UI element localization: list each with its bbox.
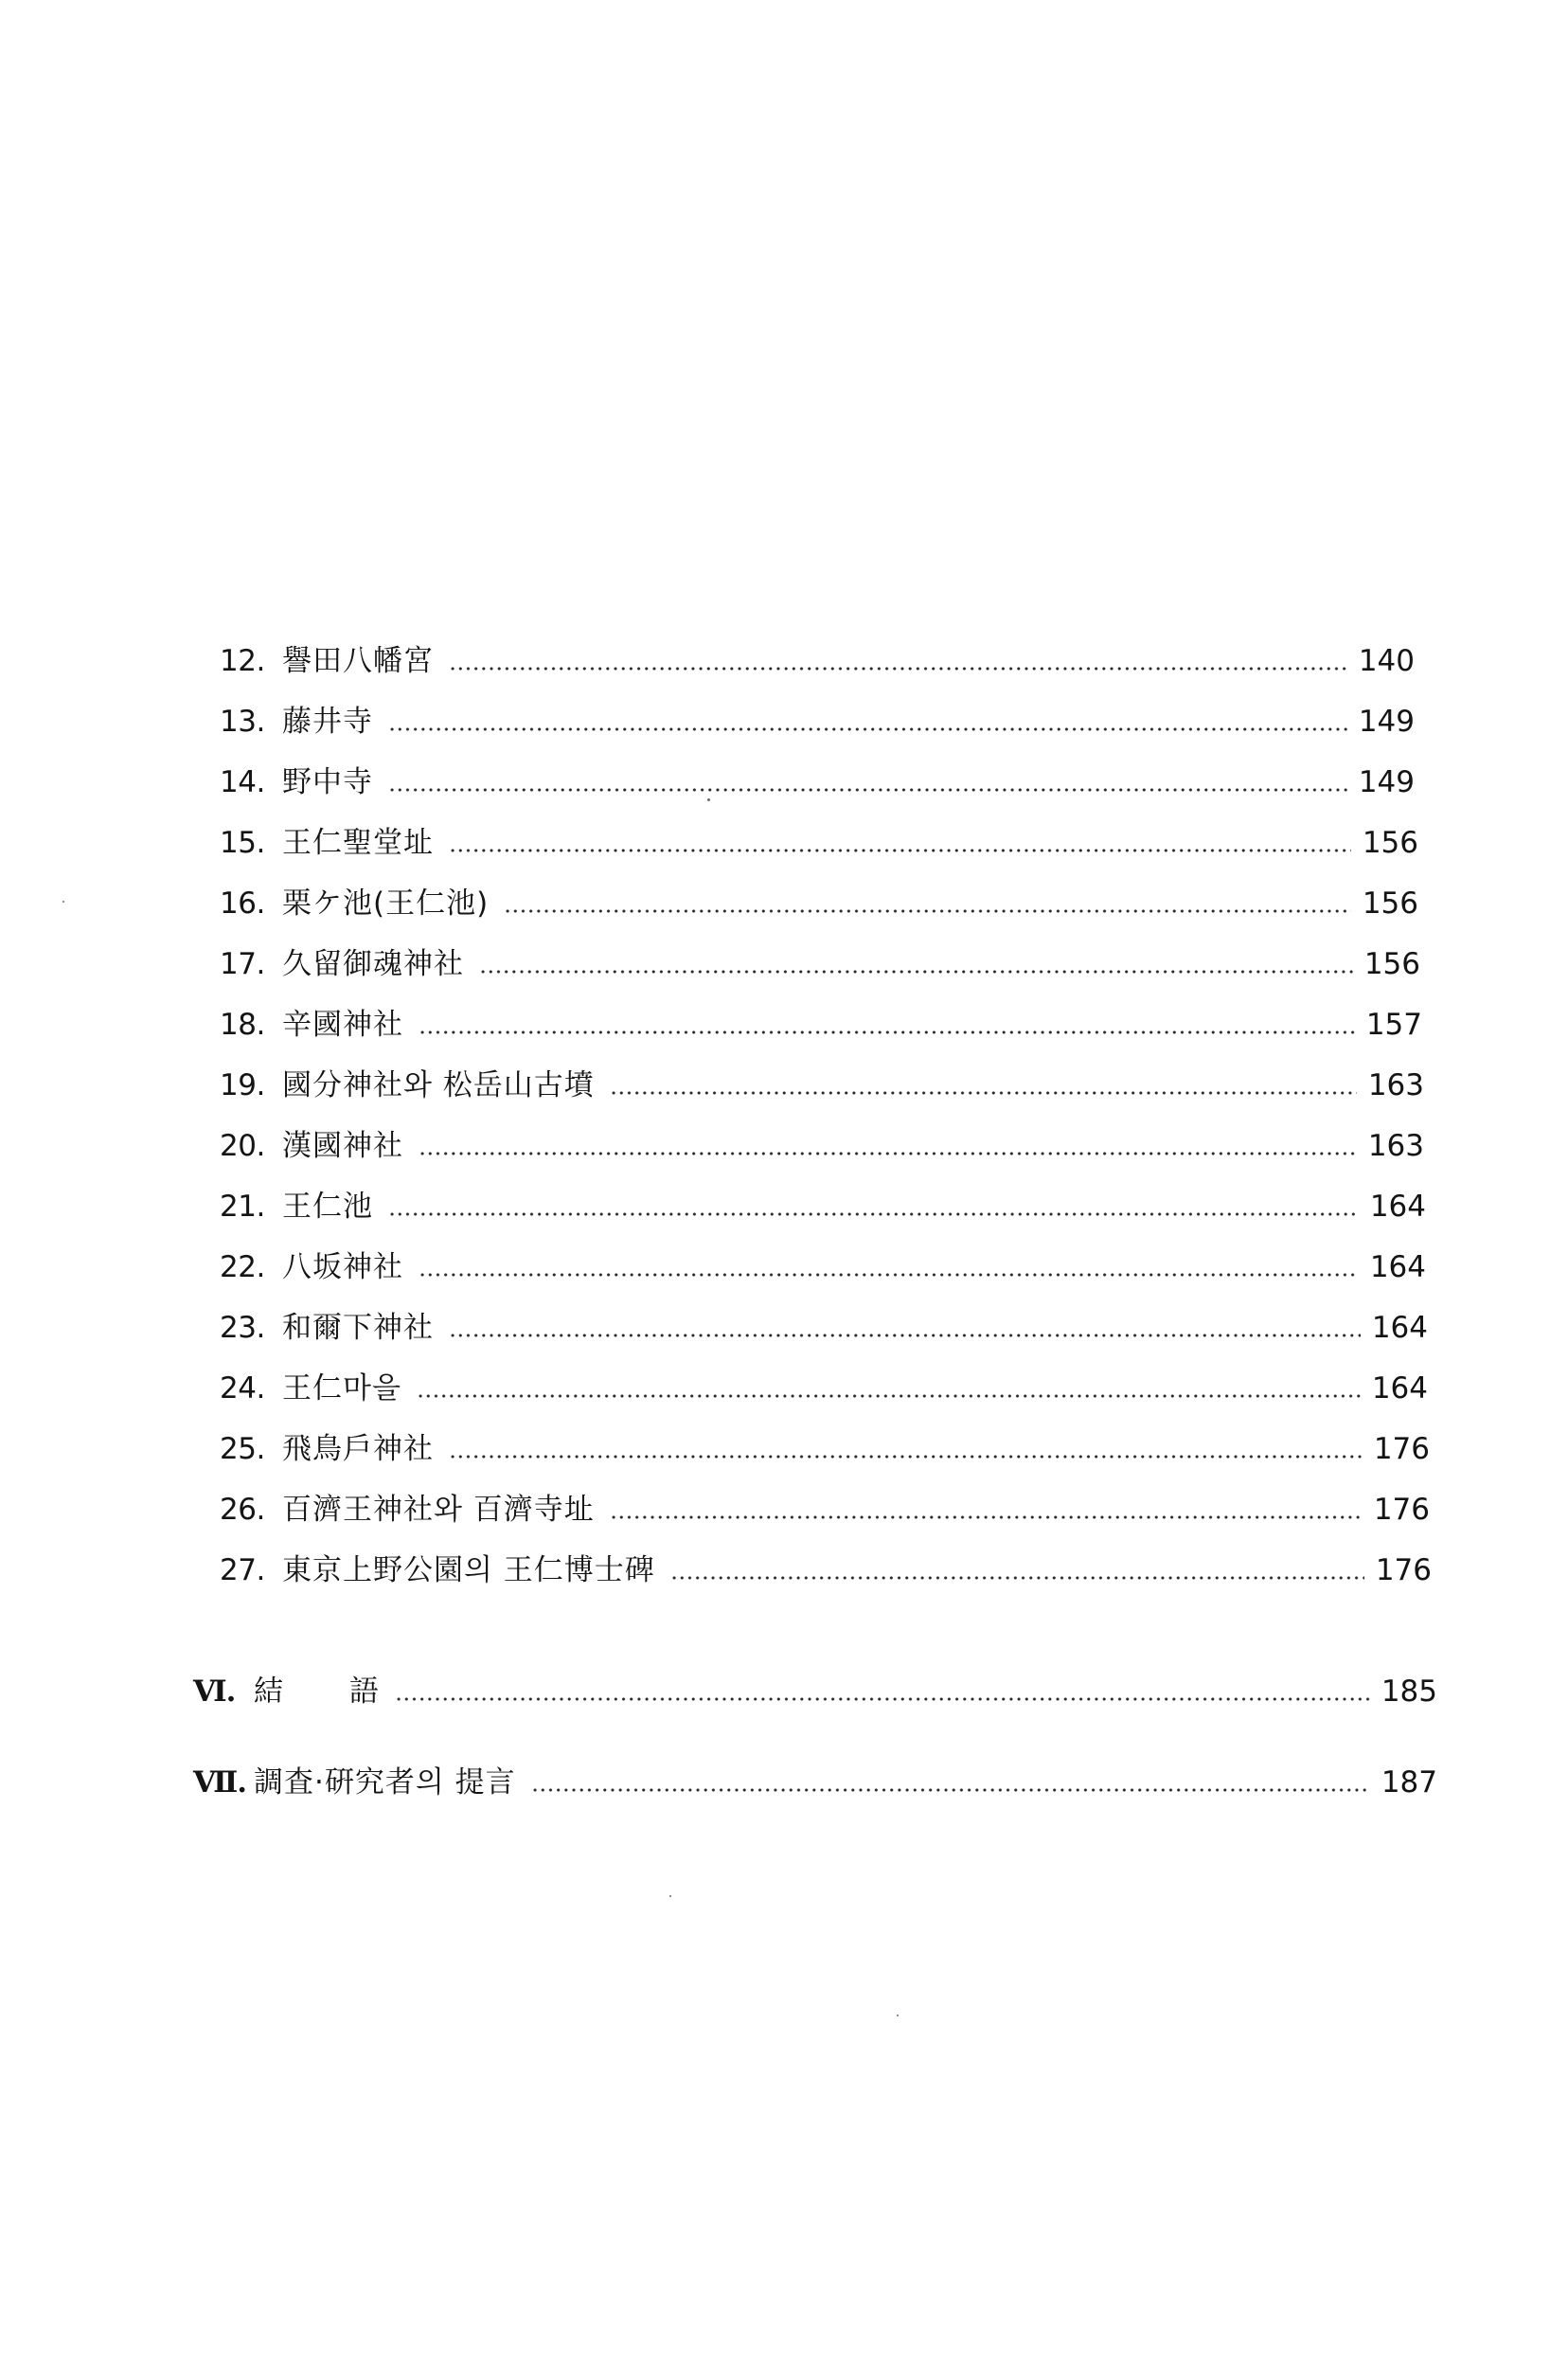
dot-leader (388, 727, 1347, 731)
dot-leader (417, 1394, 1361, 1398)
toc-entry-22 (220, 1237, 1426, 1286)
toc-entry-18 (220, 994, 1422, 1044)
entry-page-number: 176 (1373, 1432, 1430, 1466)
toc-section-6 (193, 1661, 1437, 1710)
entry-page-number: 163 (1367, 1068, 1424, 1102)
dot-leader (479, 970, 1353, 974)
toc-entry-17 (220, 934, 1420, 983)
entry-page-number: 176 (1375, 1553, 1432, 1587)
toc-entry-15 (220, 813, 1418, 862)
entry-number: 13. (220, 705, 265, 739)
entry-title: 八坂神社 (282, 1250, 403, 1284)
entry-title: 百濟王神社와 百濟寺址 (282, 1493, 595, 1527)
scan-speck (897, 2015, 899, 2016)
entry-number: 14. (220, 765, 265, 799)
entry-page-number: 156 (1362, 886, 1418, 921)
entry-title: 藤井寺 (282, 705, 373, 739)
entry-number: 25. (220, 1432, 265, 1466)
dot-leader (449, 1334, 1361, 1337)
entry-number: 16. (220, 886, 265, 921)
entry-number: 12. (220, 644, 265, 678)
section-page-number: 187 (1381, 1765, 1437, 1800)
toc-entry-14 (220, 752, 1415, 801)
entry-title: 王仁池 (282, 1190, 373, 1224)
entry-page-number: 163 (1367, 1129, 1424, 1163)
entry-page-number: 157 (1365, 1008, 1422, 1042)
entry-number: 15. (220, 826, 265, 860)
dot-leader (449, 667, 1347, 671)
toc-entry-23 (220, 1298, 1428, 1347)
entry-title: 國分神社와 松岳山古墳 (282, 1068, 595, 1102)
dot-leader (670, 1576, 1364, 1580)
dot-leader (419, 1030, 1355, 1034)
entry-number: 17. (220, 947, 265, 981)
toc-entry-26 (220, 1479, 1430, 1529)
section-page-number: 185 (1381, 1674, 1437, 1709)
dot-leader (449, 1455, 1363, 1459)
entry-title: 王仁聖堂址 (282, 826, 434, 860)
entry-title: 東京上野公園의 王仁博士碑 (282, 1553, 655, 1587)
scan-speck (669, 1895, 671, 1897)
toc-entry-13 (220, 691, 1415, 741)
entry-number: 23. (220, 1311, 265, 1345)
entry-title: 和爾下神社 (282, 1311, 434, 1345)
entry-number: 19. (220, 1068, 265, 1102)
entry-title: 王仁마을 (282, 1371, 401, 1406)
entry-title: 飛鳥戶神社 (282, 1432, 434, 1466)
toc-entry-12 (220, 631, 1415, 680)
entry-number: 21. (220, 1190, 265, 1224)
entry-page-number: 156 (1363, 947, 1420, 981)
section-title: 調査·硏究者의 提言 (254, 1765, 516, 1800)
section-title: 結 語 (254, 1674, 380, 1709)
entry-title: 栗ケ池(王仁池) (282, 886, 490, 921)
dot-leader (388, 788, 1347, 792)
toc-entry-19 (220, 1055, 1424, 1104)
toc-entry-24 (220, 1358, 1428, 1407)
entry-title: 譽田八幡宮 (282, 644, 434, 678)
entry-page-number: 149 (1358, 765, 1415, 799)
dot-leader (419, 1152, 1357, 1155)
entry-number: 20. (220, 1129, 265, 1163)
scan-speck (707, 798, 710, 801)
entry-number: 27. (220, 1553, 265, 1587)
toc-section-7 (193, 1752, 1437, 1801)
toc-entry-25 (220, 1419, 1430, 1468)
dot-leader (449, 849, 1351, 852)
entry-title: 辛國神社 (282, 1008, 403, 1042)
entry-page-number: 149 (1358, 705, 1415, 739)
toc-entry-16 (220, 873, 1418, 922)
toc-entry-27 (220, 1540, 1432, 1589)
entry-page-number: 140 (1358, 644, 1415, 678)
dot-leader (395, 1697, 1370, 1701)
dot-leader (610, 1515, 1363, 1519)
entry-page-number: 164 (1371, 1311, 1428, 1345)
dot-leader (531, 1788, 1370, 1792)
section-number: Ⅶ. (193, 1765, 247, 1800)
entry-number: 22. (220, 1250, 265, 1284)
scan-speck (62, 901, 64, 903)
entry-number: 26. (220, 1493, 265, 1527)
entry-title: 野中寺 (282, 765, 373, 799)
entry-page-number: 164 (1369, 1190, 1426, 1224)
toc-entry-21 (220, 1176, 1426, 1226)
entry-number: 24. (220, 1371, 265, 1406)
entry-title: 久留御魂神社 (282, 947, 464, 981)
dot-leader (504, 909, 1351, 913)
entry-title: 漢國神社 (282, 1129, 403, 1163)
toc-entry-20 (220, 1116, 1424, 1165)
entry-number: 18. (220, 1008, 265, 1042)
dot-leader (610, 1091, 1357, 1095)
entry-page-number: 156 (1362, 826, 1418, 860)
entry-page-number: 164 (1369, 1250, 1426, 1284)
entry-page-number: 164 (1371, 1371, 1428, 1406)
dot-leader (388, 1212, 1359, 1216)
section-number: Ⅵ. (193, 1674, 236, 1709)
dot-leader (419, 1273, 1359, 1277)
entry-page-number: 176 (1373, 1493, 1430, 1527)
